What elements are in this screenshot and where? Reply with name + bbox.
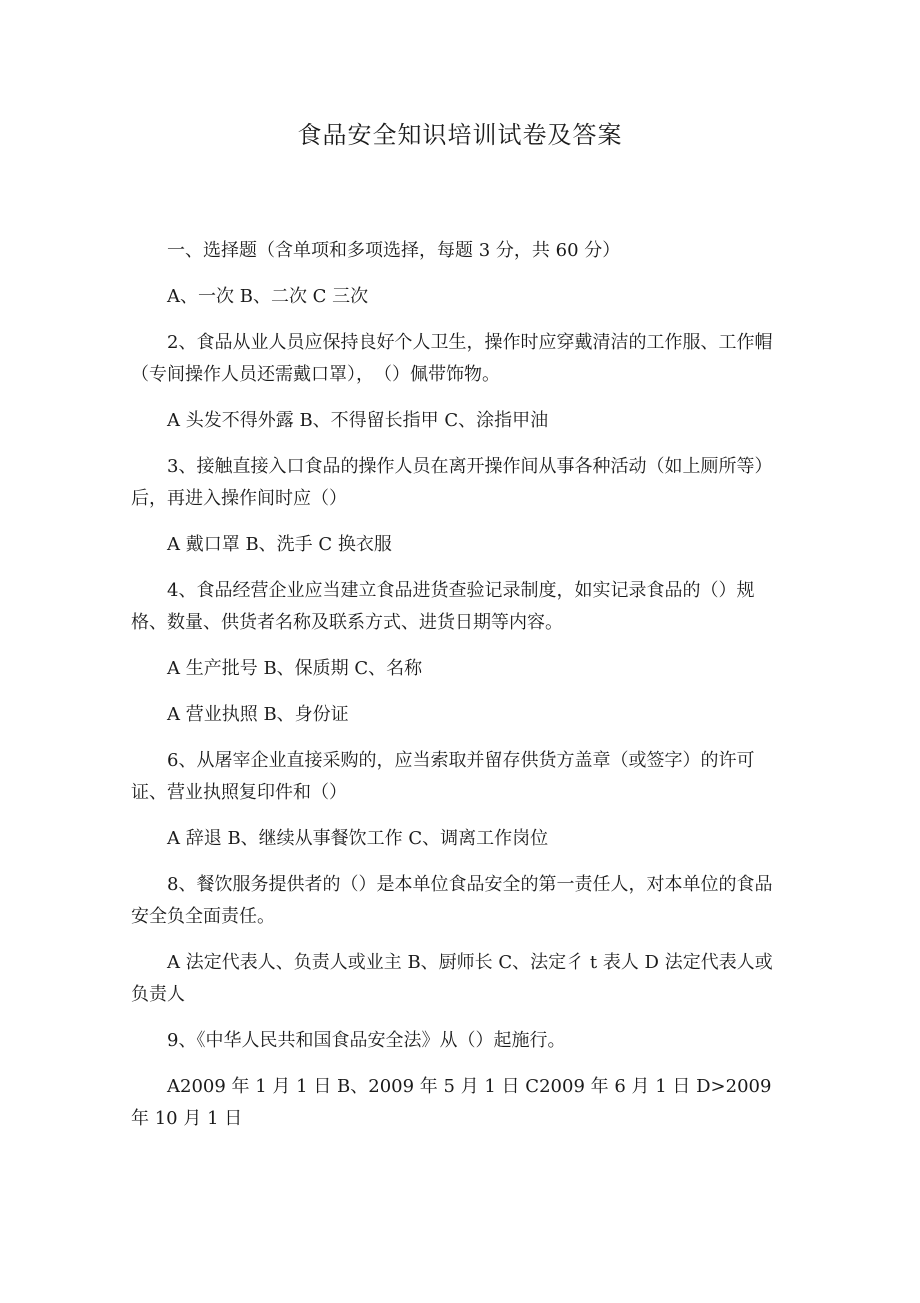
question-text: 8、餐饮服务提供者的（）是本单位食品安全的第一责任人，对本单位的食品安全负全面责任。 — [131, 874, 773, 927]
answer-options: A 戴口罩 B、洗手 C 换衣服 — [167, 534, 392, 555]
question-text: 2、食品从业人员应保持良好个人卫生，操作时应穿戴清洁的工作服、工作帽（专间操作人员还需戴口罩）， （）佩带饰物。 — [131, 332, 773, 385]
answer-options: A 法定代表人、负责人或业主 B、厨师长 C、法定彳 t 表人 D 法定代表人或负责人 — [131, 952, 773, 1005]
document-title: 食品安全知识培训试卷及答案 — [297, 121, 623, 149]
answer-options: A 生产批号 B、保质期 C、名称 — [167, 658, 423, 679]
question-text: 6、从屠宰企业直接采购的，应当索取并留存供货方盖章（或签字）的许可证、营业执照复印件和（） — [131, 750, 755, 803]
answer-options: A 营业执照 B、身份证 — [167, 704, 349, 725]
question-text: 3、接触直接入口食品的操作人员在离开操作间从事各种活动（如上厕所等）后，再进入操作间时应（） — [131, 456, 773, 509]
question-text: 4、食品经营企业应当建立食品进货查验记录制度，如实记录食品的（）规格、数量、供货者名称及联系方式、进货日期等内容。 — [131, 580, 755, 633]
answer-options: A 辞退 B、继续从事餐饮工作 C、调离工作岗位 — [167, 828, 549, 849]
answer-options: A2009 年 1 月 1 日 B、2009 年 5 月 1 日 C2009 年 6 月 1 日 D>2009 年 10 月 1 日 — [131, 1076, 772, 1129]
section-heading: 一、选择题（含单项和多项选择，每题 3 分，共 60 分） — [167, 240, 621, 261]
document-body — [131, 235, 781, 1149]
question-text: 9、《中华人民共和国食品安全法》从（）起施行。 — [167, 1030, 566, 1051]
answer-options: A 头发不得外露 B、不得留长指甲 C、涂指甲油 — [167, 410, 549, 431]
answer-options: A、一次 B、二次 C 三次 — [167, 286, 369, 307]
